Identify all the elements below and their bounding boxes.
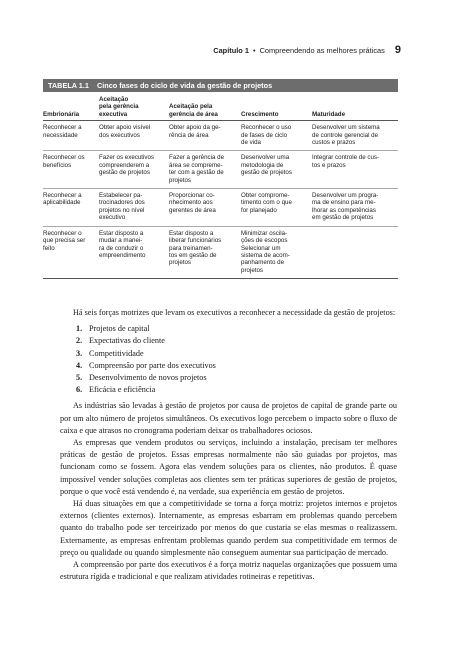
cell-line: aplicabilidade — [43, 199, 81, 207]
cell-line: empreendimento — [99, 251, 146, 259]
cell-line: feito — [43, 244, 55, 252]
cell-line: Obter apoio visível — [99, 124, 151, 132]
cell-line: gestão de projetos — [99, 169, 150, 177]
cell-line: panhamento de — [241, 259, 285, 267]
table-cell — [43, 124, 99, 146]
paragraphs — [60, 400, 397, 583]
list-item — [76, 348, 397, 360]
cell-line: área se compreme- — [169, 161, 223, 169]
list-text: Expectativas do cliente — [89, 336, 165, 346]
column-header — [169, 96, 241, 118]
table-cell — [43, 230, 99, 274]
column-header-line: executiva — [99, 110, 128, 118]
cell-line: custos e prazos — [312, 139, 356, 147]
list-text: Projetos de capital — [89, 324, 150, 334]
table-row — [43, 189, 398, 227]
cell-line: timento com o que — [241, 199, 292, 207]
chapter-label: Capítulo 1 — [213, 46, 249, 55]
table-cell — [99, 124, 169, 146]
column-header-line: Aceitação — [99, 96, 129, 103]
chapter-title: Compreendendo as melhores práticas — [259, 46, 385, 55]
cell-line: rência de área — [169, 131, 209, 139]
cell-line: de controle gerencial de — [312, 131, 379, 139]
list-item — [76, 384, 397, 396]
table-cell — [169, 124, 241, 146]
cell-line: Reconhecer o uso — [241, 124, 292, 132]
column-header-line: gerência de área — [169, 110, 218, 118]
table-row — [43, 151, 398, 189]
paragraph: A compreensão por parte dos executivos é a força motriz naquelas organizações que possuem uma estrutura rígida e tradicional e que realizam atividades rotineiras e repetitivas. — [60, 560, 397, 582]
table-cell — [241, 124, 312, 146]
cell-line: sistema de acom- — [241, 251, 290, 259]
table-cell — [43, 154, 99, 184]
table-header-row — [43, 92, 398, 121]
cell-line: projetos — [241, 266, 264, 274]
cell-line: gerentes de área — [169, 206, 216, 214]
table-title: Cinco fases do ciclo de vida da gestão de projetos — [96, 81, 273, 90]
column-header — [312, 96, 398, 118]
table-row — [43, 227, 398, 279]
cell-line: for planejado — [241, 206, 277, 214]
intro-paragraph: Há seis forças motrizes que levam os executivos a reconhecer a necessidade da gestão de projetos: — [73, 308, 396, 317]
column-header — [99, 96, 169, 118]
table-cell — [99, 230, 169, 274]
cell-line: Obter apoio da ge- — [169, 124, 221, 132]
list-text: Eficácia e eficiência — [89, 385, 156, 395]
cell-line: Estar disposto a — [169, 229, 214, 237]
list-number: 5. — [76, 373, 83, 383]
table-cell — [312, 154, 398, 184]
cell-line: Fazer os executivos — [99, 154, 155, 162]
table-title-bar — [43, 79, 398, 92]
cell-line: projetos — [169, 176, 192, 184]
cell-line: mudar a manei- — [99, 237, 143, 245]
cell-line: necessidade — [43, 131, 78, 139]
list-text: Competitividade — [89, 348, 144, 358]
list-number: 4. — [76, 360, 83, 370]
cell-line: Estabelecer pa- — [99, 192, 143, 200]
table-cell — [241, 154, 312, 184]
list-text: Compreensão por parte dos executivos — [89, 360, 216, 370]
table-cell — [241, 230, 312, 274]
cell-line: projetos no nível — [99, 206, 145, 214]
cell-line: Selecionar um — [241, 244, 281, 252]
cell-line: ma de ensino para me- — [312, 199, 376, 207]
page-number: 9 — [394, 44, 401, 56]
cell-line: Reconhecer o — [43, 229, 82, 237]
table-cell — [169, 230, 241, 274]
cell-line: trocinadores dos — [99, 199, 145, 207]
list-item — [76, 335, 397, 347]
list-item — [76, 360, 397, 372]
lifecycle-table — [43, 92, 398, 279]
table-body — [43, 121, 398, 279]
cell-line: Desenvolver um sistema — [312, 124, 380, 132]
cell-line: ra de conduzir o — [99, 244, 144, 252]
paragraph: As indústrias são levadas à gestão de projetos por causa de projetos de capital de grande parte ou por um alto número de projetos simultâneos. Os executivos logo percebem o impacto sobre o fluxo de caixa e que atrasos no cronograma poderiam deixar os trabalhadores ociosos. — [60, 401, 397, 435]
cell-line: executivo — [99, 214, 126, 222]
cell-line: projetos — [169, 259, 192, 267]
list-number: 6. — [76, 385, 83, 395]
body-text — [60, 307, 397, 583]
cell-line: gestão de projetos — [241, 169, 292, 177]
driving-forces-list — [60, 323, 397, 396]
header-bullet: • — [252, 46, 256, 55]
cell-line: Fazer a gerência de — [169, 154, 225, 162]
cell-line: Estar disposto a — [99, 229, 144, 237]
cell-line: Obter comprome- — [241, 192, 290, 200]
cell-line: nhecimento aos — [169, 199, 213, 207]
table-cell — [169, 192, 241, 222]
list-item — [76, 323, 397, 335]
cell-line: para treinamen- — [169, 244, 213, 252]
cell-line: que precisa ser — [43, 237, 86, 245]
column-header-line: Maturidade — [312, 110, 346, 118]
cell-line: Reconhecer os — [43, 154, 85, 162]
column-header-line: pela gerência — [99, 103, 139, 111]
cell-line: benefícios — [43, 161, 72, 169]
cell-line: Reconhecer a — [43, 192, 82, 200]
cell-line: Desenvolver um progra- — [312, 192, 379, 200]
table-label: TABELA 1.1 — [48, 81, 89, 90]
cell-line: dos executivos — [99, 131, 140, 139]
cell-line: tos em gestão de — [169, 251, 217, 259]
paragraph: Há duas situações em que a competitividade se torna a força motriz: projetos internos e projetos externos (clientes externos). Internamente, as empresas esbarram em problemas quando percebem quanto do trabalho pode ser terceirizado por menos do que custaria se elas mesmas o realizassem. Externamente, as empresas enfrentam problemas quando perdem sua competitividade em termos de preço ou qualidade ou quando simplesmente não conseguem aumentar sua participação de mercado. — [60, 499, 397, 557]
cell-line: Proporcionar co- — [169, 192, 215, 200]
list-number: 3. — [76, 348, 83, 358]
list-text: Desenvolvimento de novos projetos — [89, 373, 207, 383]
list-item — [76, 372, 397, 384]
cell-line: metodologia de — [241, 161, 284, 169]
column-header-line: Embrionária — [43, 110, 80, 118]
cell-line: tos e prazos — [312, 161, 346, 169]
running-header — [213, 44, 401, 56]
list-number: 2. — [76, 336, 83, 346]
cell-line: de vida — [241, 139, 261, 147]
cell-line: Reconhecer a — [43, 124, 82, 132]
cell-line: Desenvolver uma — [241, 154, 290, 162]
cell-line: Minimizar oscila- — [241, 229, 288, 237]
table-cell — [312, 192, 398, 222]
cell-line: ções de escopos — [241, 237, 288, 245]
table-cell — [99, 192, 169, 222]
list-number: 1. — [76, 324, 83, 334]
column-header-line: Aceitação pela — [169, 103, 213, 111]
paragraph: As empresas que vendem produtos ou serviços, incluindo a instalação, precisam ter melhores práticas de gestão de projetos. Essas empresas normalmente não são guiadas por projetos, mas funcionam como se fossem. Agora elas vendem soluções para os clientes, não produtos. É quase impossível vender soluções completas aos clientes sem ter práticas superiores de gestão de projetos, porque o que você está vendendo é, na verdade, sua experiência em gestão de projetos. — [60, 438, 397, 496]
table-cell — [43, 192, 99, 222]
column-header-line: Crescimento — [241, 110, 279, 118]
table-cell — [99, 154, 169, 184]
cell-line: em gestão de projetos — [312, 214, 374, 222]
column-header — [241, 96, 312, 118]
column-header — [43, 96, 99, 118]
cell-line: ter com a gestão de — [169, 169, 224, 177]
cell-line: de fases de ciclo — [241, 131, 288, 139]
cell-line: liberar funcionários — [169, 237, 222, 245]
cell-line: Integrar controle de cus- — [312, 154, 380, 162]
table-cell — [312, 124, 398, 146]
cell-line: compreenderem a — [99, 161, 150, 169]
table-row — [43, 121, 398, 151]
table-cell — [241, 192, 312, 222]
cell-line: lhorar as competências — [312, 206, 376, 214]
table-cell — [312, 230, 398, 274]
table-cell — [169, 154, 241, 184]
